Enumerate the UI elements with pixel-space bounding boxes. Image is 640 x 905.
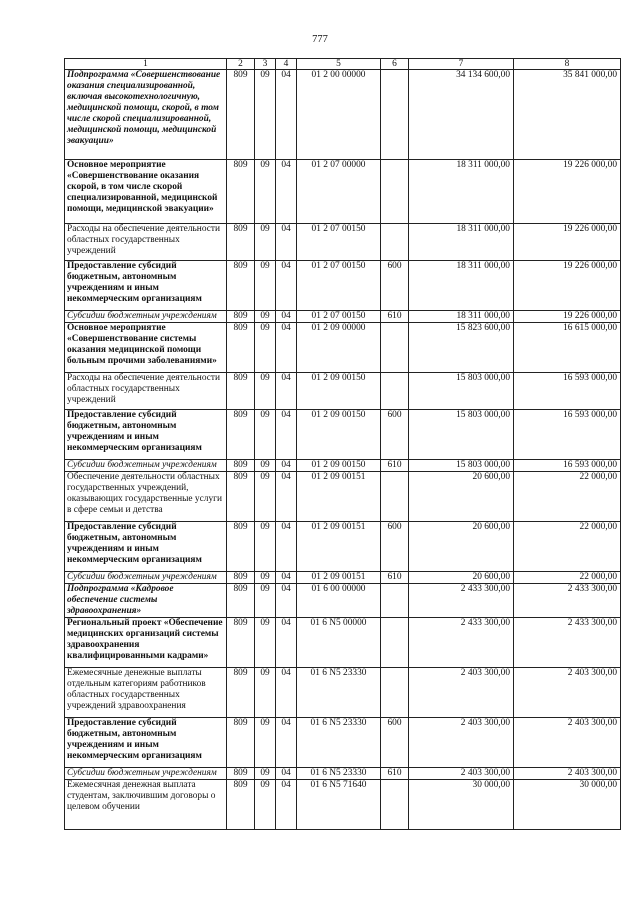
item-name-cell: Предоставление субсидий бюджетным, автономным учреждениям и иным некоммерческим организациям bbox=[65, 410, 227, 460]
column-header-4: 4 bbox=[276, 59, 297, 70]
expense-type-cell bbox=[381, 373, 409, 410]
section-code-cell: 09 bbox=[255, 522, 276, 572]
subsection-code-cell: 04 bbox=[276, 460, 297, 472]
ministry-code-cell: 809 bbox=[227, 668, 255, 718]
amount-year-1-cell: 2 433 300,00 bbox=[409, 618, 514, 668]
subsection-code-cell: 04 bbox=[276, 224, 297, 261]
section-code-cell: 09 bbox=[255, 160, 276, 224]
amount-year-1-cell: 30 000,00 bbox=[409, 780, 514, 830]
table-row bbox=[65, 311, 621, 323]
table-row bbox=[65, 780, 621, 830]
amount-year-1-cell: 20 600,00 bbox=[409, 472, 514, 522]
item-name-cell: Предоставление субсидий бюджетным, автономным учреждениям и иным некоммерческим организациям bbox=[65, 718, 227, 768]
subsection-code-cell: 04 bbox=[276, 373, 297, 410]
column-header-6: 6 bbox=[381, 59, 409, 70]
item-name-cell: Региональный проект «Обеспечение медицинских организаций системы здравоохранения квалифицированными кадрами» bbox=[65, 618, 227, 668]
section-code-cell: 09 bbox=[255, 460, 276, 472]
column-header-7: 7 bbox=[409, 59, 514, 70]
subsection-code-cell: 04 bbox=[276, 410, 297, 460]
amount-year-1-cell: 18 311 000,00 bbox=[409, 311, 514, 323]
ministry-code-cell: 809 bbox=[227, 323, 255, 373]
ministry-code-cell: 809 bbox=[227, 572, 255, 584]
item-name-cell: Основное мероприятие «Совершенствование оказания скорой, в том числе скорой специализированной, медицинской помощи, медицинской эвакуации» bbox=[65, 160, 227, 224]
amount-year-1-cell: 2 403 300,00 bbox=[409, 718, 514, 768]
table-row bbox=[65, 768, 621, 780]
ministry-code-cell: 809 bbox=[227, 460, 255, 472]
ministry-code-cell: 809 bbox=[227, 410, 255, 460]
subsection-code-cell: 04 bbox=[276, 584, 297, 618]
amount-year-1-cell: 15 803 000,00 bbox=[409, 410, 514, 460]
subsection-code-cell: 04 bbox=[276, 618, 297, 668]
expense-type-cell bbox=[381, 160, 409, 224]
expense-type-cell bbox=[381, 584, 409, 618]
amount-year-1-cell: 20 600,00 bbox=[409, 522, 514, 572]
item-name-cell: Субсидии бюджетным учреждениям bbox=[65, 572, 227, 584]
amount-year-2-cell: 22 000,00 bbox=[514, 522, 621, 572]
amount-year-2-cell: 16 593 000,00 bbox=[514, 410, 621, 460]
section-code-cell: 09 bbox=[255, 224, 276, 261]
item-name-cell: Предоставление субсидий бюджетным, автономным учреждениям и иным некоммерческим организациям bbox=[65, 522, 227, 572]
amount-year-1-cell: 2 403 300,00 bbox=[409, 768, 514, 780]
amount-year-1-cell: 15 803 000,00 bbox=[409, 373, 514, 410]
amount-year-2-cell: 19 226 000,00 bbox=[514, 224, 621, 261]
subsection-code-cell: 04 bbox=[276, 160, 297, 224]
target-article-cell: 01 2 07 00000 bbox=[297, 160, 381, 224]
amount-year-1-cell: 2 403 300,00 bbox=[409, 668, 514, 718]
table-row bbox=[65, 472, 621, 522]
ministry-code-cell: 809 bbox=[227, 160, 255, 224]
table-body bbox=[65, 70, 621, 830]
subsection-code-cell: 04 bbox=[276, 572, 297, 584]
expense-type-cell: 600 bbox=[381, 261, 409, 311]
table-row bbox=[65, 410, 621, 460]
column-header-1: 1 bbox=[65, 59, 227, 70]
amount-year-1-cell: 18 311 000,00 bbox=[409, 261, 514, 311]
amount-year-2-cell: 16 593 000,00 bbox=[514, 373, 621, 410]
section-code-cell: 09 bbox=[255, 572, 276, 584]
ministry-code-cell: 809 bbox=[227, 311, 255, 323]
table-row bbox=[65, 584, 621, 618]
expense-type-cell bbox=[381, 224, 409, 261]
expense-type-cell bbox=[381, 668, 409, 718]
ministry-code-cell: 809 bbox=[227, 618, 255, 668]
target-article-cell: 01 2 07 00150 bbox=[297, 224, 381, 261]
section-code-cell: 09 bbox=[255, 718, 276, 768]
amount-year-2-cell: 22 000,00 bbox=[514, 572, 621, 584]
item-name-cell: Ежемесячные денежные выплаты отдельным категориям работников областных государственных учреждений здравоохранения bbox=[65, 668, 227, 718]
ministry-code-cell: 809 bbox=[227, 70, 255, 160]
target-article-cell: 01 2 00 00000 bbox=[297, 70, 381, 160]
ministry-code-cell: 809 bbox=[227, 522, 255, 572]
table-row bbox=[65, 323, 621, 373]
item-name-cell: Ежемесячная денежная выплата студентам, заключившим договоры о целевом обучении bbox=[65, 780, 227, 830]
expense-type-cell: 610 bbox=[381, 460, 409, 472]
amount-year-2-cell: 16 593 000,00 bbox=[514, 460, 621, 472]
amount-year-1-cell: 34 134 600,00 bbox=[409, 70, 514, 160]
target-article-cell: 01 2 07 00150 bbox=[297, 261, 381, 311]
table-row bbox=[65, 572, 621, 584]
amount-year-1-cell: 15 823 600,00 bbox=[409, 323, 514, 373]
target-article-cell: 01 2 09 00151 bbox=[297, 472, 381, 522]
table-row bbox=[65, 70, 621, 160]
amount-year-2-cell: 16 615 000,00 bbox=[514, 323, 621, 373]
item-name-cell: Субсидии бюджетным учреждениям bbox=[65, 460, 227, 472]
section-code-cell: 09 bbox=[255, 373, 276, 410]
target-article-cell: 01 2 07 00150 bbox=[297, 311, 381, 323]
ministry-code-cell: 809 bbox=[227, 373, 255, 410]
section-code-cell: 09 bbox=[255, 472, 276, 522]
expense-type-cell: 600 bbox=[381, 410, 409, 460]
table-row bbox=[65, 224, 621, 261]
expense-type-cell: 610 bbox=[381, 311, 409, 323]
subsection-code-cell: 04 bbox=[276, 718, 297, 768]
amount-year-1-cell: 15 803 000,00 bbox=[409, 460, 514, 472]
table-row bbox=[65, 618, 621, 668]
expense-type-cell bbox=[381, 323, 409, 373]
table-row bbox=[65, 718, 621, 768]
expense-type-cell bbox=[381, 472, 409, 522]
expense-type-cell: 610 bbox=[381, 572, 409, 584]
expense-type-cell: 610 bbox=[381, 768, 409, 780]
subsection-code-cell: 04 bbox=[276, 780, 297, 830]
amount-year-2-cell: 30 000,00 bbox=[514, 780, 621, 830]
subsection-code-cell: 04 bbox=[276, 522, 297, 572]
section-code-cell: 09 bbox=[255, 668, 276, 718]
amount-year-1-cell: 2 433 300,00 bbox=[409, 584, 514, 618]
item-name-cell: Субсидии бюджетным учреждениям bbox=[65, 768, 227, 780]
section-code-cell: 09 bbox=[255, 780, 276, 830]
amount-year-2-cell: 19 226 000,00 bbox=[514, 311, 621, 323]
item-name-cell: Основное мероприятие «Совершенствование системы оказания медицинской помощи больным прочими заболеваниями» bbox=[65, 323, 227, 373]
amount-year-2-cell: 2 433 300,00 bbox=[514, 618, 621, 668]
item-name-cell: Расходы на обеспечение деятельности областных государственных учреждений bbox=[65, 224, 227, 261]
target-article-cell: 01 6 N5 23330 bbox=[297, 668, 381, 718]
subsection-code-cell: 04 bbox=[276, 70, 297, 160]
table-row bbox=[65, 261, 621, 311]
subsection-code-cell: 04 bbox=[276, 668, 297, 718]
target-article-cell: 01 6 N5 00000 bbox=[297, 618, 381, 668]
target-article-cell: 01 6 N5 23330 bbox=[297, 718, 381, 768]
item-name-cell: Расходы на обеспечение деятельности областных государственных учреждений bbox=[65, 373, 227, 410]
subsection-code-cell: 04 bbox=[276, 323, 297, 373]
target-article-cell: 01 2 09 00150 bbox=[297, 373, 381, 410]
amount-year-2-cell: 2 403 300,00 bbox=[514, 668, 621, 718]
ministry-code-cell: 809 bbox=[227, 224, 255, 261]
amount-year-2-cell: 35 841 000,00 bbox=[514, 70, 621, 160]
section-code-cell: 09 bbox=[255, 768, 276, 780]
subsection-code-cell: 04 bbox=[276, 472, 297, 522]
section-code-cell: 09 bbox=[255, 584, 276, 618]
expense-type-cell bbox=[381, 70, 409, 160]
target-article-cell: 01 2 09 00151 bbox=[297, 522, 381, 572]
target-article-cell: 01 2 09 00000 bbox=[297, 323, 381, 373]
amount-year-2-cell: 2 403 300,00 bbox=[514, 718, 621, 768]
ministry-code-cell: 809 bbox=[227, 261, 255, 311]
amount-year-1-cell: 18 311 000,00 bbox=[409, 224, 514, 261]
column-header-5: 5 bbox=[297, 59, 381, 70]
column-header-3: 3 bbox=[255, 59, 276, 70]
target-article-cell: 01 2 09 00151 bbox=[297, 572, 381, 584]
expense-type-cell: 600 bbox=[381, 522, 409, 572]
amount-year-1-cell: 18 311 000,00 bbox=[409, 160, 514, 224]
item-name-cell: Предоставление субсидий бюджетным, автономным учреждениям и иным некоммерческим организациям bbox=[65, 261, 227, 311]
subsection-code-cell: 04 bbox=[276, 311, 297, 323]
section-code-cell: 09 bbox=[255, 618, 276, 668]
amount-year-2-cell: 22 000,00 bbox=[514, 472, 621, 522]
ministry-code-cell: 809 bbox=[227, 584, 255, 618]
item-name-cell: Обеспечение деятельности областных государственных учреждений, оказывающих государственные услуги в сфере семьи и детства bbox=[65, 472, 227, 522]
item-name-cell: Субсидии бюджетным учреждениям bbox=[65, 311, 227, 323]
subsection-code-cell: 04 bbox=[276, 768, 297, 780]
table-row bbox=[65, 668, 621, 718]
page-number: 777 bbox=[312, 34, 328, 45]
section-code-cell: 09 bbox=[255, 311, 276, 323]
amount-year-1-cell: 20 600,00 bbox=[409, 572, 514, 584]
amount-year-2-cell: 2 433 300,00 bbox=[514, 584, 621, 618]
expense-type-cell bbox=[381, 780, 409, 830]
target-article-cell: 01 6 N5 23330 bbox=[297, 768, 381, 780]
amount-year-2-cell: 19 226 000,00 bbox=[514, 160, 621, 224]
ministry-code-cell: 809 bbox=[227, 472, 255, 522]
table-row bbox=[65, 460, 621, 472]
section-code-cell: 09 bbox=[255, 261, 276, 311]
header-row bbox=[65, 59, 621, 70]
table-row bbox=[65, 373, 621, 410]
target-article-cell: 01 2 09 00150 bbox=[297, 410, 381, 460]
section-code-cell: 09 bbox=[255, 70, 276, 160]
item-name-cell: Подпрограмма «Кадровое обеспечение системы здравоохранения» bbox=[65, 584, 227, 618]
ministry-code-cell: 809 bbox=[227, 718, 255, 768]
target-article-cell: 01 6 N5 71640 bbox=[297, 780, 381, 830]
item-name-cell: Подпрограмма «Совершенствование оказания специализированной, включая высокотехнологичную, медицинской помощи, скорой, в том числе скорой специализированной, медицинской помощи, медицинской эвакуации» bbox=[65, 70, 227, 160]
ministry-code-cell: 809 bbox=[227, 780, 255, 830]
expense-type-cell bbox=[381, 618, 409, 668]
section-code-cell: 09 bbox=[255, 323, 276, 373]
target-article-cell: 01 6 00 00000 bbox=[297, 584, 381, 618]
column-header-8: 8 bbox=[514, 59, 621, 70]
table-row bbox=[65, 160, 621, 224]
column-header-2: 2 bbox=[227, 59, 255, 70]
ministry-code-cell: 809 bbox=[227, 768, 255, 780]
section-code-cell: 09 bbox=[255, 410, 276, 460]
target-article-cell: 01 2 09 00150 bbox=[297, 460, 381, 472]
budget-table bbox=[64, 58, 621, 830]
table-row bbox=[65, 522, 621, 572]
amount-year-2-cell: 19 226 000,00 bbox=[514, 261, 621, 311]
amount-year-2-cell: 2 403 300,00 bbox=[514, 768, 621, 780]
subsection-code-cell: 04 bbox=[276, 261, 297, 311]
expense-type-cell: 600 bbox=[381, 718, 409, 768]
